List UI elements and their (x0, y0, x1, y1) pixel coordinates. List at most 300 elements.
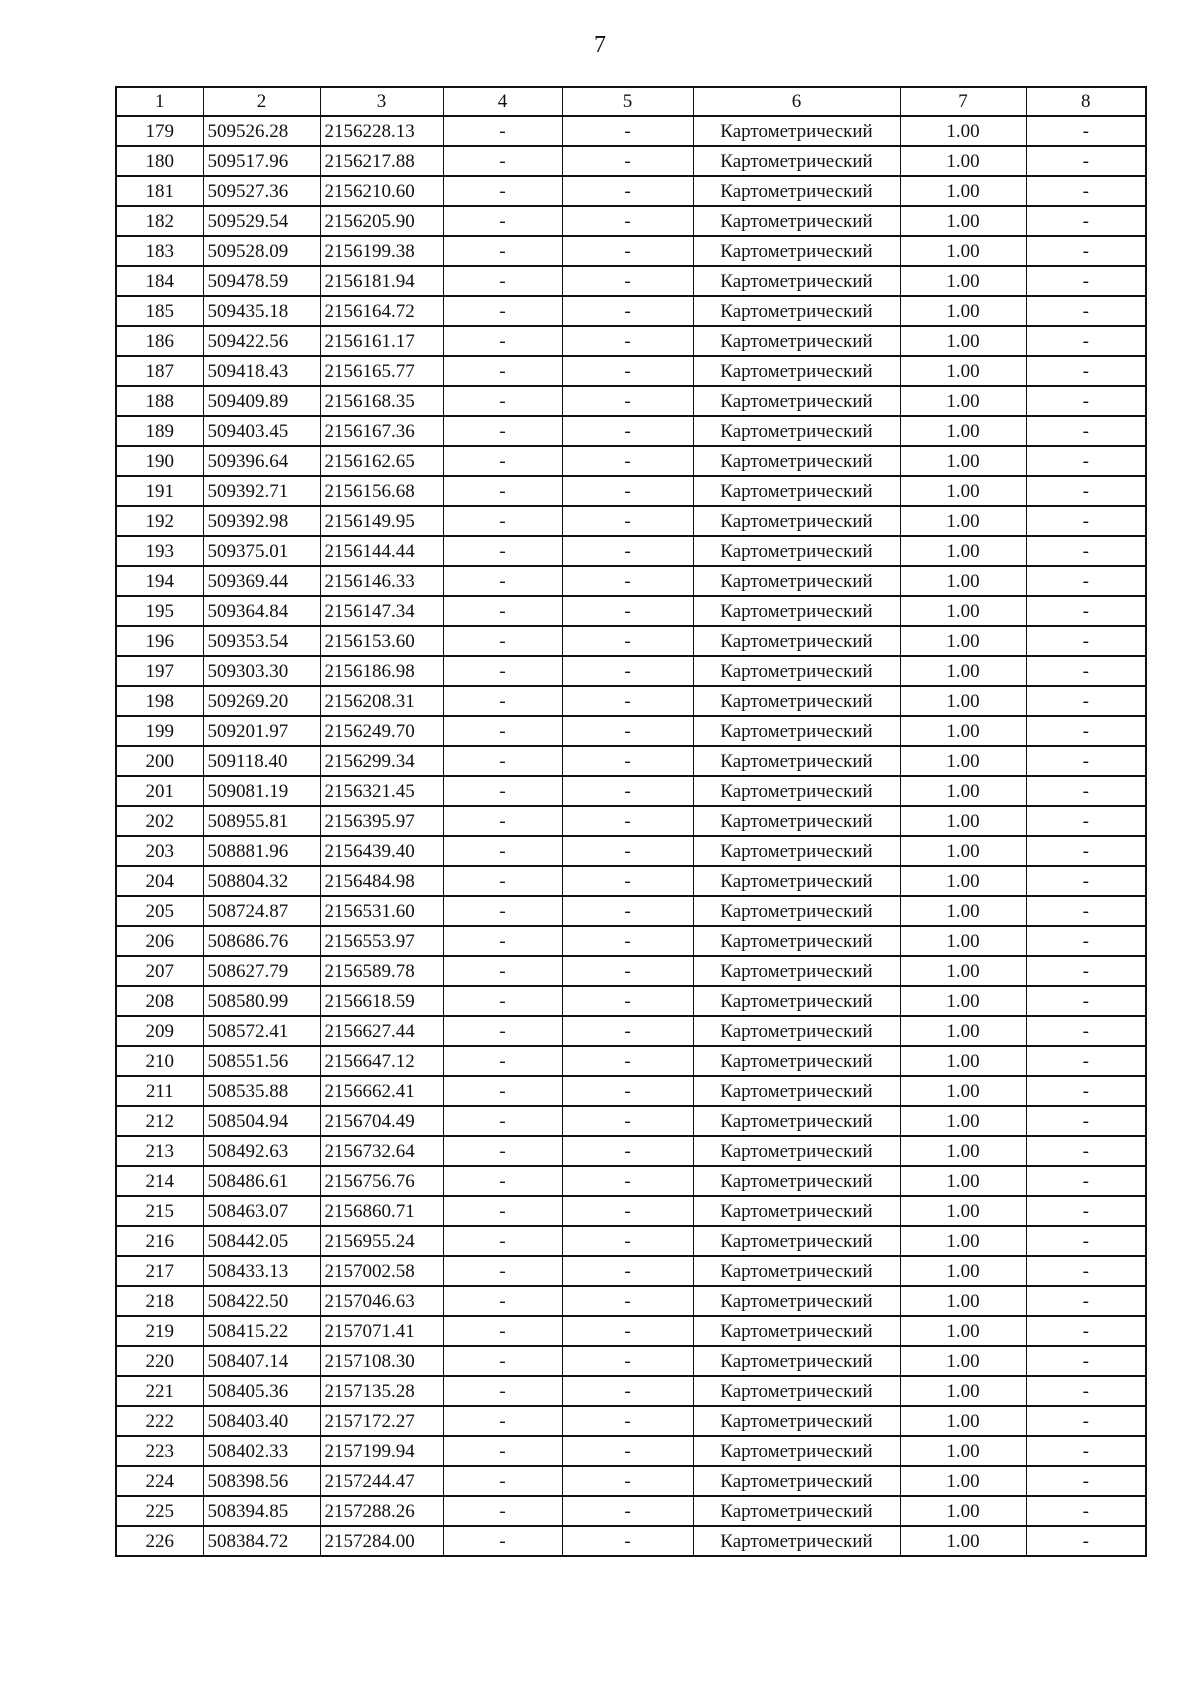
y-coordinate-cell: 2156299.34 (320, 746, 443, 776)
accuracy-cell: 1.00 (900, 746, 1026, 776)
method-cell: Картометрический (693, 236, 900, 266)
point-number-cell: 222 (116, 1406, 203, 1436)
method-cell: Картометрический (693, 386, 900, 416)
table-row (116, 1016, 1146, 1046)
point-number-cell: 200 (116, 746, 203, 776)
page-number: 7 (594, 32, 606, 58)
method-cell: Картометрический (693, 776, 900, 806)
point-number-cell: 189 (116, 416, 203, 446)
column-header: 4 (443, 87, 562, 116)
accuracy-cell: 1.00 (900, 296, 1026, 326)
x-coordinate-cell: 509527.36 (203, 176, 320, 206)
point-number-cell: 221 (116, 1376, 203, 1406)
table-row (116, 1466, 1146, 1496)
method-cell: Картометрический (693, 686, 900, 716)
method-cell: Картометрический (693, 416, 900, 446)
table-row (116, 806, 1146, 836)
col8-cell: - (1026, 716, 1146, 746)
col5-cell: - (562, 1436, 693, 1466)
accuracy-cell: 1.00 (900, 266, 1026, 296)
method-cell: Картометрический (693, 836, 900, 866)
col8-cell: - (1026, 626, 1146, 656)
col4-cell: - (443, 116, 562, 146)
col8-cell: - (1026, 1016, 1146, 1046)
y-coordinate-cell: 2157046.63 (320, 1286, 443, 1316)
col5-cell: - (562, 1286, 693, 1316)
y-coordinate-cell: 2156210.60 (320, 176, 443, 206)
col8-cell: - (1026, 1496, 1146, 1526)
col5-cell: - (562, 1076, 693, 1106)
x-coordinate-cell: 508398.56 (203, 1466, 320, 1496)
col8-cell: - (1026, 1136, 1146, 1166)
x-coordinate-cell: 508627.79 (203, 956, 320, 986)
y-coordinate-cell: 2156149.95 (320, 506, 443, 536)
accuracy-cell: 1.00 (900, 1076, 1026, 1106)
accuracy-cell: 1.00 (900, 596, 1026, 626)
table-row (116, 1256, 1146, 1286)
table-row (116, 446, 1146, 476)
point-number-cell: 216 (116, 1226, 203, 1256)
y-coordinate-cell: 2156147.34 (320, 596, 443, 626)
col5-cell: - (562, 1016, 693, 1046)
x-coordinate-cell: 508403.40 (203, 1406, 320, 1436)
col4-cell: - (443, 986, 562, 1016)
x-coordinate-cell: 508442.05 (203, 1226, 320, 1256)
accuracy-cell: 1.00 (900, 386, 1026, 416)
col8-cell: - (1026, 1106, 1146, 1136)
col5-cell: - (562, 776, 693, 806)
y-coordinate-cell: 2156168.35 (320, 386, 443, 416)
col8-cell: - (1026, 116, 1146, 146)
accuracy-cell: 1.00 (900, 416, 1026, 446)
coordinates-table (115, 86, 1147, 1557)
col5-cell: - (562, 1226, 693, 1256)
col8-cell: - (1026, 1376, 1146, 1406)
col4-cell: - (443, 356, 562, 386)
col4-cell: - (443, 266, 562, 296)
col5-cell: - (562, 986, 693, 1016)
table-row (116, 686, 1146, 716)
accuracy-cell: 1.00 (900, 626, 1026, 656)
method-cell: Картометрический (693, 206, 900, 236)
y-coordinate-cell: 2156228.13 (320, 116, 443, 146)
col4-cell: - (443, 476, 562, 506)
col4-cell: - (443, 506, 562, 536)
accuracy-cell: 1.00 (900, 1166, 1026, 1196)
col5-cell: - (562, 236, 693, 266)
method-cell: Картометрический (693, 1016, 900, 1046)
y-coordinate-cell: 2156756.76 (320, 1166, 443, 1196)
y-coordinate-cell: 2156860.71 (320, 1196, 443, 1226)
col4-cell: - (443, 716, 562, 746)
col8-cell: - (1026, 986, 1146, 1016)
x-coordinate-cell: 509081.19 (203, 776, 320, 806)
accuracy-cell: 1.00 (900, 656, 1026, 686)
method-cell: Картометрический (693, 1466, 900, 1496)
col5-cell: - (562, 596, 693, 626)
col4-cell: - (443, 776, 562, 806)
col5-cell: - (562, 686, 693, 716)
col5-cell: - (562, 566, 693, 596)
col8-cell: - (1026, 296, 1146, 326)
col5-cell: - (562, 1256, 693, 1286)
accuracy-cell: 1.00 (900, 1496, 1026, 1526)
method-cell: Картометрический (693, 1346, 900, 1376)
y-coordinate-cell: 2156167.36 (320, 416, 443, 446)
point-number-cell: 215 (116, 1196, 203, 1226)
y-coordinate-cell: 2156205.90 (320, 206, 443, 236)
column-header: 7 (900, 87, 1026, 116)
col5-cell: - (562, 1466, 693, 1496)
x-coordinate-cell: 509118.40 (203, 746, 320, 776)
point-number-cell: 183 (116, 236, 203, 266)
x-coordinate-cell: 509364.84 (203, 596, 320, 626)
y-coordinate-cell: 2156249.70 (320, 716, 443, 746)
method-cell: Картометрический (693, 1406, 900, 1436)
col5-cell: - (562, 896, 693, 926)
table-row (116, 116, 1146, 146)
point-number-cell: 219 (116, 1316, 203, 1346)
y-coordinate-cell: 2156439.40 (320, 836, 443, 866)
col4-cell: - (443, 596, 562, 626)
x-coordinate-cell: 509418.43 (203, 356, 320, 386)
accuracy-cell: 1.00 (900, 866, 1026, 896)
accuracy-cell: 1.00 (900, 146, 1026, 176)
col8-cell: - (1026, 446, 1146, 476)
point-number-cell: 194 (116, 566, 203, 596)
accuracy-cell: 1.00 (900, 1106, 1026, 1136)
method-cell: Картометрический (693, 656, 900, 686)
col4-cell: - (443, 956, 562, 986)
point-number-cell: 187 (116, 356, 203, 386)
col5-cell: - (562, 1196, 693, 1226)
col5-cell: - (562, 1496, 693, 1526)
accuracy-cell: 1.00 (900, 326, 1026, 356)
x-coordinate-cell: 508724.87 (203, 896, 320, 926)
column-header: 6 (693, 87, 900, 116)
method-cell: Картометрический (693, 1286, 900, 1316)
method-cell: Картометрический (693, 1166, 900, 1196)
y-coordinate-cell: 2156161.17 (320, 326, 443, 356)
table-row (116, 1226, 1146, 1256)
col5-cell: - (562, 386, 693, 416)
method-cell: Картометрический (693, 356, 900, 386)
col5-cell: - (562, 296, 693, 326)
y-coordinate-cell: 2157071.41 (320, 1316, 443, 1346)
x-coordinate-cell: 509369.44 (203, 566, 320, 596)
col4-cell: - (443, 176, 562, 206)
method-cell: Картометрический (693, 296, 900, 326)
y-coordinate-cell: 2156186.98 (320, 656, 443, 686)
table-row (116, 986, 1146, 1016)
col5-cell: - (562, 326, 693, 356)
col4-cell: - (443, 146, 562, 176)
accuracy-cell: 1.00 (900, 1016, 1026, 1046)
x-coordinate-cell: 508463.07 (203, 1196, 320, 1226)
col4-cell: - (443, 1046, 562, 1076)
col4-cell: - (443, 806, 562, 836)
x-coordinate-cell: 509409.89 (203, 386, 320, 416)
y-coordinate-cell: 2156164.72 (320, 296, 443, 326)
method-cell: Картометрический (693, 1376, 900, 1406)
x-coordinate-cell: 508394.85 (203, 1496, 320, 1526)
method-cell: Картометрический (693, 116, 900, 146)
x-coordinate-cell: 509528.09 (203, 236, 320, 266)
x-coordinate-cell: 509396.64 (203, 446, 320, 476)
table-row (116, 1286, 1146, 1316)
table-row (116, 746, 1146, 776)
point-number-cell: 209 (116, 1016, 203, 1046)
col4-cell: - (443, 1196, 562, 1226)
col5-cell: - (562, 716, 693, 746)
point-number-cell: 226 (116, 1526, 203, 1556)
col4-cell: - (443, 1226, 562, 1256)
table-row (116, 866, 1146, 896)
x-coordinate-cell: 508407.14 (203, 1346, 320, 1376)
table-header-row (116, 87, 1146, 116)
col8-cell: - (1026, 1316, 1146, 1346)
table-row (116, 596, 1146, 626)
table-row (116, 1136, 1146, 1166)
point-number-cell: 225 (116, 1496, 203, 1526)
table-row (116, 356, 1146, 386)
table-row (116, 1196, 1146, 1226)
method-cell: Картометрический (693, 1496, 900, 1526)
x-coordinate-cell: 509517.96 (203, 146, 320, 176)
x-coordinate-cell: 508572.41 (203, 1016, 320, 1046)
y-coordinate-cell: 2157244.47 (320, 1466, 443, 1496)
table-row (116, 1436, 1146, 1466)
method-cell: Картометрический (693, 1196, 900, 1226)
col8-cell: - (1026, 926, 1146, 956)
y-coordinate-cell: 2156553.97 (320, 926, 443, 956)
method-cell: Картометрический (693, 896, 900, 926)
col8-cell: - (1026, 206, 1146, 236)
col5-cell: - (562, 446, 693, 476)
method-cell: Картометрический (693, 1226, 900, 1256)
table-row (116, 626, 1146, 656)
col8-cell: - (1026, 176, 1146, 206)
col8-cell: - (1026, 806, 1146, 836)
col8-cell: - (1026, 566, 1146, 596)
point-number-cell: 218 (116, 1286, 203, 1316)
x-coordinate-cell: 508881.96 (203, 836, 320, 866)
col4-cell: - (443, 386, 562, 416)
y-coordinate-cell: 2157172.27 (320, 1406, 443, 1436)
col4-cell: - (443, 1346, 562, 1376)
point-number-cell: 211 (116, 1076, 203, 1106)
x-coordinate-cell: 508486.61 (203, 1166, 320, 1196)
col5-cell: - (562, 1106, 693, 1136)
y-coordinate-cell: 2157002.58 (320, 1256, 443, 1286)
method-cell: Картометрический (693, 146, 900, 176)
y-coordinate-cell: 2156144.44 (320, 536, 443, 566)
method-cell: Картометрический (693, 1526, 900, 1556)
method-cell: Картометрический (693, 476, 900, 506)
method-cell: Картометрический (693, 566, 900, 596)
accuracy-cell: 1.00 (900, 686, 1026, 716)
method-cell: Картометрический (693, 326, 900, 356)
method-cell: Картометрический (693, 536, 900, 566)
x-coordinate-cell: 508551.56 (203, 1046, 320, 1076)
accuracy-cell: 1.00 (900, 1286, 1026, 1316)
x-coordinate-cell: 509201.97 (203, 716, 320, 746)
col5-cell: - (562, 176, 693, 206)
point-number-cell: 204 (116, 866, 203, 896)
table-row (116, 236, 1146, 266)
method-cell: Картометрический (693, 266, 900, 296)
y-coordinate-cell: 2156618.59 (320, 986, 443, 1016)
table-row (116, 1346, 1146, 1376)
accuracy-cell: 1.00 (900, 1046, 1026, 1076)
col8-cell: - (1026, 1436, 1146, 1466)
point-number-cell: 186 (116, 326, 203, 356)
accuracy-cell: 1.00 (900, 1256, 1026, 1286)
col5-cell: - (562, 536, 693, 566)
point-number-cell: 203 (116, 836, 203, 866)
y-coordinate-cell: 2156208.31 (320, 686, 443, 716)
col5-cell: - (562, 356, 693, 386)
point-number-cell: 210 (116, 1046, 203, 1076)
method-cell: Картометрический (693, 1136, 900, 1166)
col8-cell: - (1026, 686, 1146, 716)
table-row (116, 956, 1146, 986)
col8-cell: - (1026, 1286, 1146, 1316)
col4-cell: - (443, 656, 562, 686)
method-cell: Картометрический (693, 1436, 900, 1466)
point-number-cell: 223 (116, 1436, 203, 1466)
col8-cell: - (1026, 266, 1146, 296)
method-cell: Картометрический (693, 1256, 900, 1286)
col5-cell: - (562, 746, 693, 776)
accuracy-cell: 1.00 (900, 476, 1026, 506)
method-cell: Картометрический (693, 956, 900, 986)
point-number-cell: 202 (116, 806, 203, 836)
point-number-cell: 184 (116, 266, 203, 296)
method-cell: Картометрический (693, 1106, 900, 1136)
table-row (116, 296, 1146, 326)
table-body (116, 116, 1146, 1556)
col4-cell: - (443, 626, 562, 656)
col5-cell: - (562, 1166, 693, 1196)
table-row (116, 326, 1146, 356)
col4-cell: - (443, 1526, 562, 1556)
col8-cell: - (1026, 1076, 1146, 1106)
y-coordinate-cell: 2156627.44 (320, 1016, 443, 1046)
accuracy-cell: 1.00 (900, 716, 1026, 746)
col8-cell: - (1026, 866, 1146, 896)
col5-cell: - (562, 866, 693, 896)
y-coordinate-cell: 2156156.68 (320, 476, 443, 506)
method-cell: Картометрический (693, 866, 900, 896)
col8-cell: - (1026, 1166, 1146, 1196)
col5-cell: - (562, 836, 693, 866)
accuracy-cell: 1.00 (900, 1466, 1026, 1496)
col4-cell: - (443, 686, 562, 716)
y-coordinate-cell: 2156181.94 (320, 266, 443, 296)
x-coordinate-cell: 508955.81 (203, 806, 320, 836)
point-number-cell: 198 (116, 686, 203, 716)
x-coordinate-cell: 508535.88 (203, 1076, 320, 1106)
point-number-cell: 179 (116, 116, 203, 146)
col5-cell: - (562, 1316, 693, 1346)
point-number-cell: 192 (116, 506, 203, 536)
y-coordinate-cell: 2156199.38 (320, 236, 443, 266)
col5-cell: - (562, 116, 693, 146)
col8-cell: - (1026, 1466, 1146, 1496)
point-number-cell: 224 (116, 1466, 203, 1496)
table-row (116, 476, 1146, 506)
col4-cell: - (443, 896, 562, 926)
x-coordinate-cell: 509303.30 (203, 656, 320, 686)
x-coordinate-cell: 508686.76 (203, 926, 320, 956)
col8-cell: - (1026, 896, 1146, 926)
accuracy-cell: 1.00 (900, 446, 1026, 476)
method-cell: Картометрический (693, 446, 900, 476)
col8-cell: - (1026, 596, 1146, 626)
col8-cell: - (1026, 1196, 1146, 1226)
table-row (116, 926, 1146, 956)
col8-cell: - (1026, 146, 1146, 176)
table-row (116, 386, 1146, 416)
table-row (116, 896, 1146, 926)
y-coordinate-cell: 2156704.49 (320, 1106, 443, 1136)
col5-cell: - (562, 1346, 693, 1376)
x-coordinate-cell: 509269.20 (203, 686, 320, 716)
x-coordinate-cell: 509392.98 (203, 506, 320, 536)
method-cell: Картометрический (693, 1046, 900, 1076)
col4-cell: - (443, 416, 562, 446)
col5-cell: - (562, 806, 693, 836)
x-coordinate-cell: 509392.71 (203, 476, 320, 506)
method-cell: Картометрический (693, 176, 900, 206)
col4-cell: - (443, 1376, 562, 1406)
method-cell: Картометрический (693, 806, 900, 836)
table-row (116, 266, 1146, 296)
x-coordinate-cell: 509375.01 (203, 536, 320, 566)
y-coordinate-cell: 2156162.65 (320, 446, 443, 476)
col5-cell: - (562, 1046, 693, 1076)
x-coordinate-cell: 508405.36 (203, 1376, 320, 1406)
point-number-cell: 217 (116, 1256, 203, 1286)
accuracy-cell: 1.00 (900, 836, 1026, 866)
col5-cell: - (562, 1136, 693, 1166)
accuracy-cell: 1.00 (900, 1316, 1026, 1346)
point-number-cell: 193 (116, 536, 203, 566)
x-coordinate-cell: 509526.28 (203, 116, 320, 146)
y-coordinate-cell: 2156395.97 (320, 806, 443, 836)
table-row (116, 836, 1146, 866)
accuracy-cell: 1.00 (900, 356, 1026, 386)
table-row (116, 1046, 1146, 1076)
col4-cell: - (443, 1256, 562, 1286)
y-coordinate-cell: 2157284.00 (320, 1526, 443, 1556)
col8-cell: - (1026, 356, 1146, 386)
y-coordinate-cell: 2156217.88 (320, 146, 443, 176)
y-coordinate-cell: 2156955.24 (320, 1226, 443, 1256)
y-coordinate-cell: 2157135.28 (320, 1376, 443, 1406)
point-number-cell: 212 (116, 1106, 203, 1136)
col8-cell: - (1026, 1526, 1146, 1556)
col4-cell: - (443, 866, 562, 896)
col4-cell: - (443, 746, 562, 776)
y-coordinate-cell: 2156153.60 (320, 626, 443, 656)
col4-cell: - (443, 566, 562, 596)
column-header: 8 (1026, 87, 1146, 116)
method-cell: Картометрический (693, 1076, 900, 1106)
col8-cell: - (1026, 416, 1146, 446)
point-number-cell: 213 (116, 1136, 203, 1166)
